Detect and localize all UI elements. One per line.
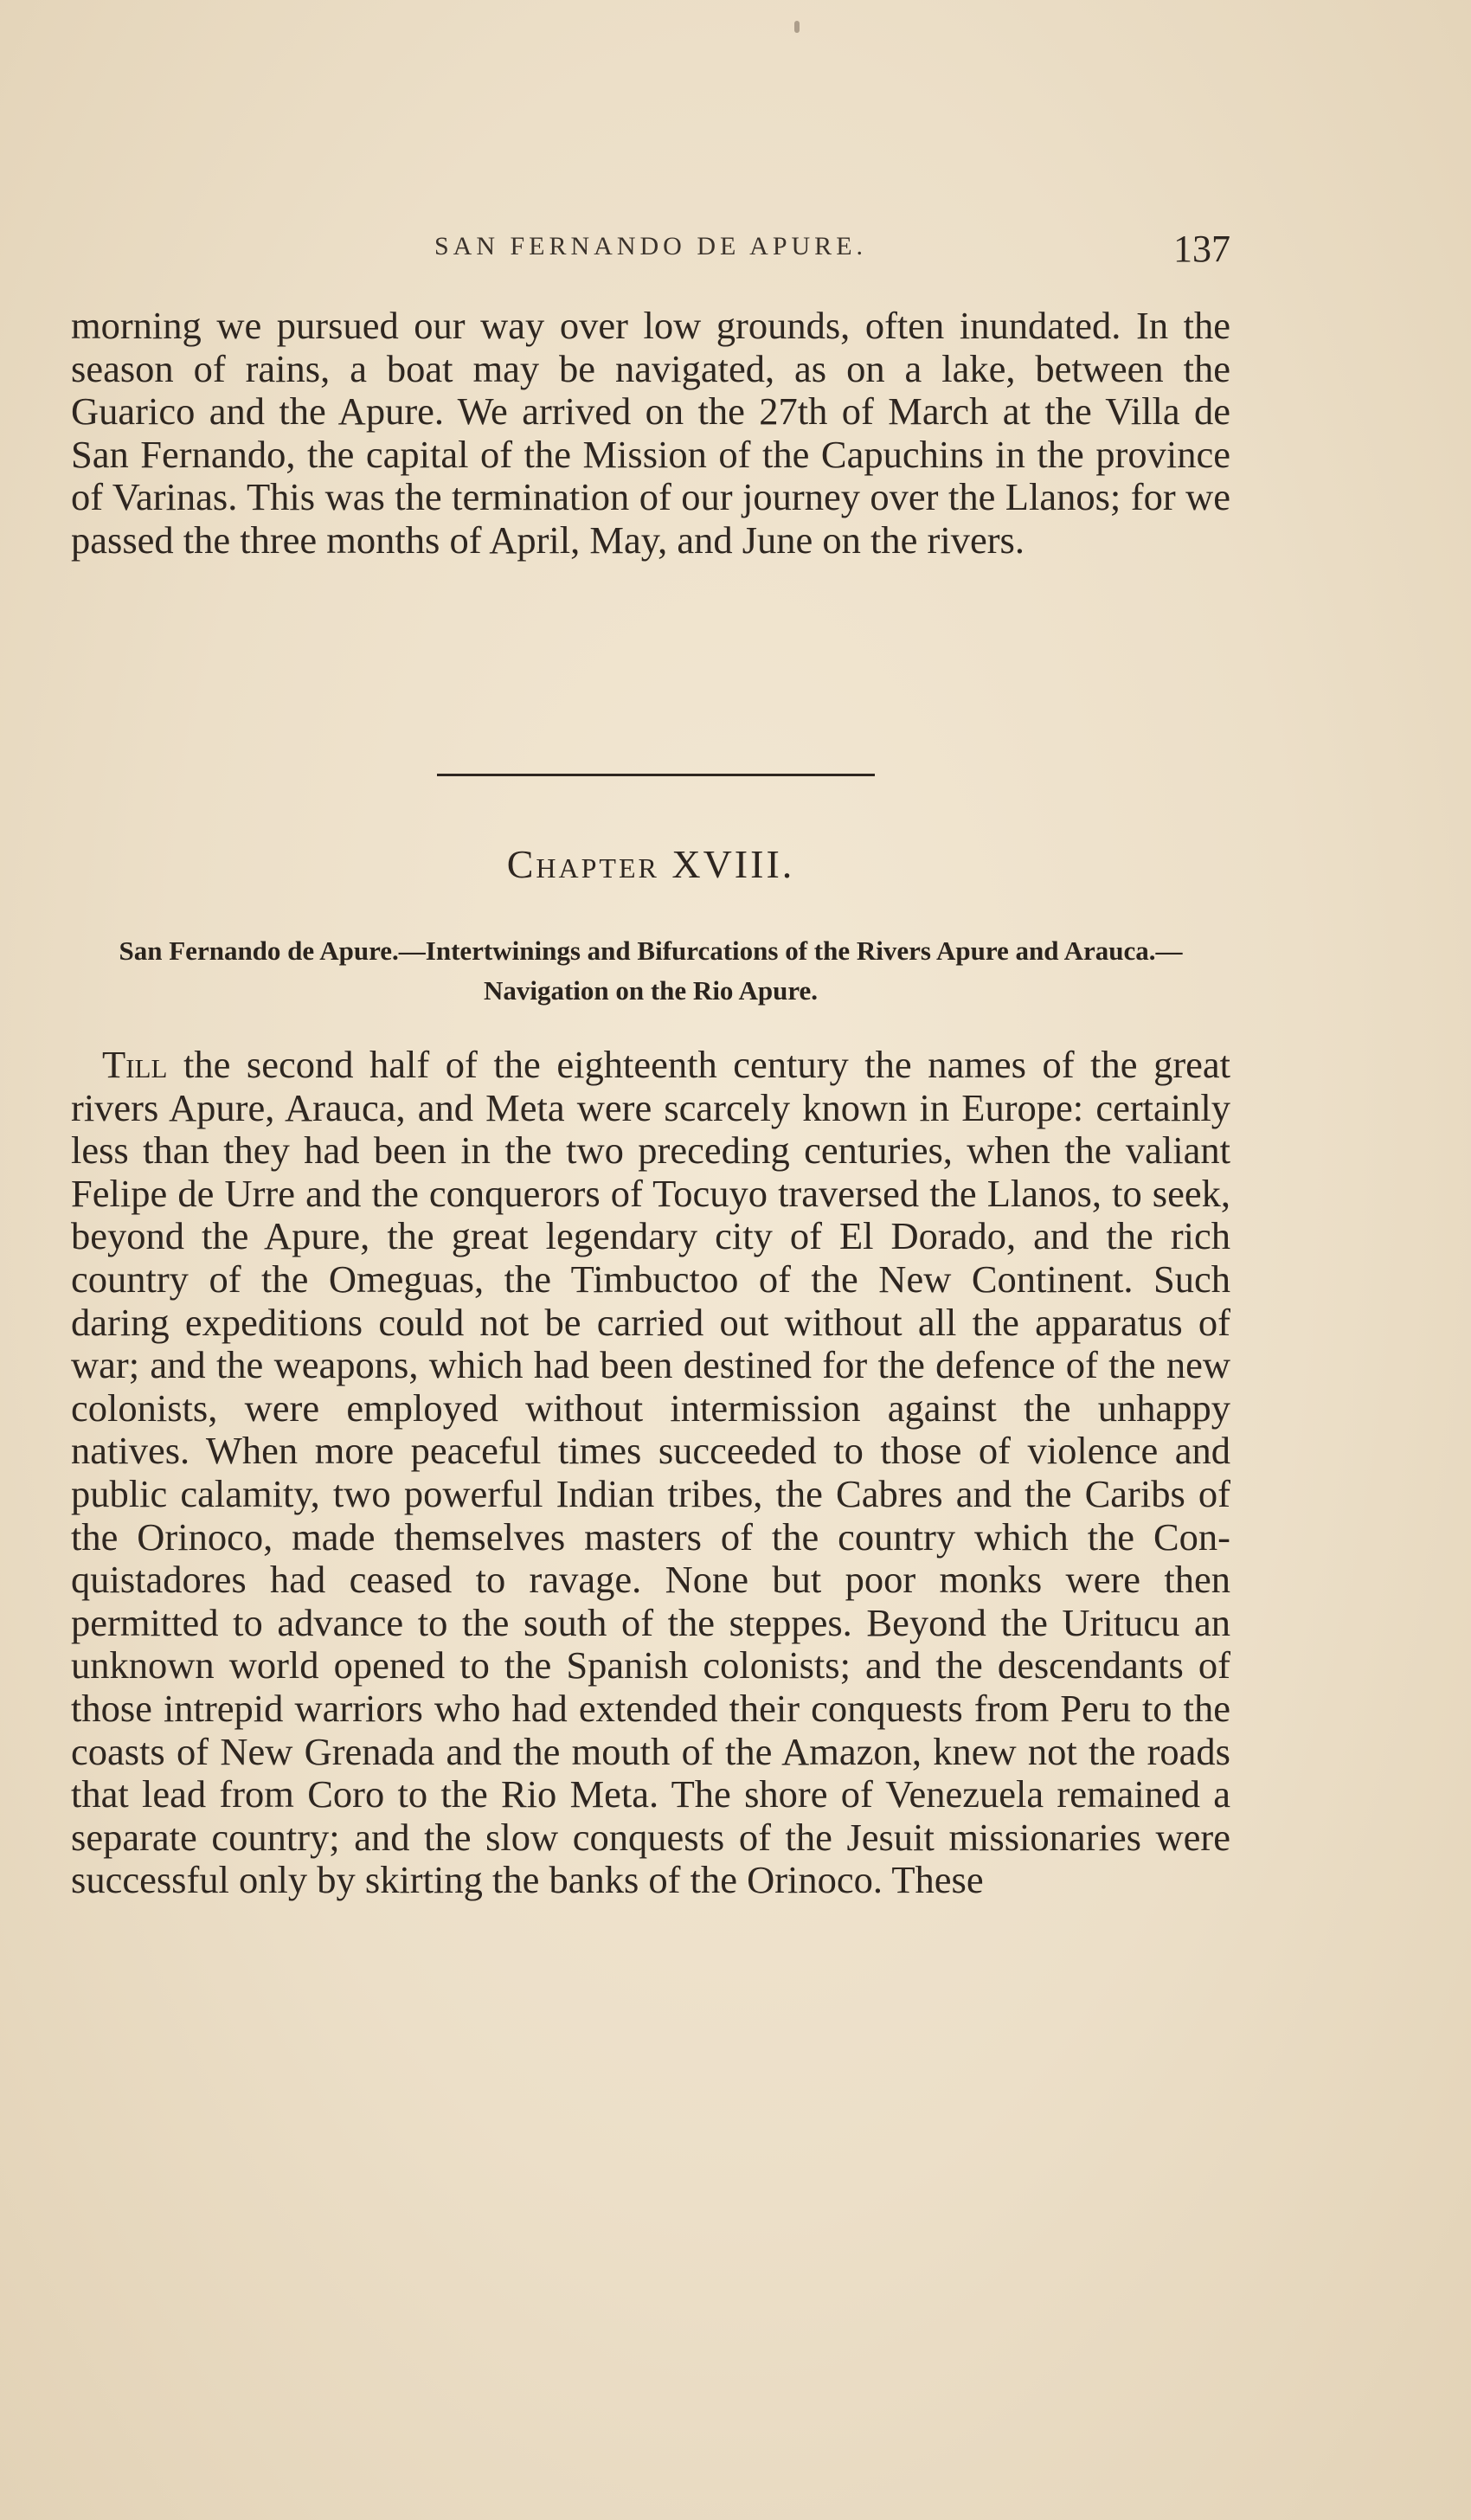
running-head [71, 227, 1230, 279]
chapter-heading: Chapter XVIII. [506, 842, 795, 886]
chapter-first-word: Till [102, 1043, 168, 1086]
page-number: 137 [1173, 228, 1230, 270]
chapter-body-text: the second half of the eighteenth century the names of the great rivers Apure, Arauca, and Meta were scarcely known in Europe: certainly less than they had been in the two preceding centuries, when the valiant Felipe de Urre and the conquerors of Tocuyo traversed the Llanos, to seek, beyond the Apure, the great legendary city of El Dorado, and the rich country of the Omeguas, the Timbuctoo of the New Continent. Such daring expeditions could not be carried out without all the apparatus of war; and the weapons, which had been destined for the defence of the new colonists, were employed without intermission against the unhappy natives. When more peaceful times succeeded to those of violence and public calamity, two powerful Indian tribes, the Cabres and the Caribs of the Orinoco, made themselves masters of the country which the Conquistadores had ceased to ravage. None but poor monks were then permitted to advance to the south of the steppes. Beyond the Uritucu an unknown world opened to the Spanish colonists; and the descendants of those intrepid warriors who had extended their conquests from Peru to the coasts of New Grenada and the mouth of the Amazon, knew not the roads that lead from Coro to the Rio Meta. The shore of Venezuela remained a separate country; and the slow conquests of the Jesuit missionaries were successful only by skirting the banks of the Orinoco. These [71, 1043, 1230, 1902]
chapter-summary: San Fernando de Apure.—Intertwinings and Bifurcations of the Rivers Apure and Arauca.—Navigation on the Rio Apure. [119, 935, 1183, 1006]
running-head-title: SAN FERNANDO DE APURE. [434, 232, 868, 260]
opening-paragraph: morning we pursued our way over low grounds, often inundated. In the season of rains, a boat may be navigated, as on a lake, between the Guarico and the Apure. We arrived on the 27th of March at the Villa de San Fernando, the capital of the Mission of the Capuchins in the province of Varinas. This was the termination of our journey over the Llanos; for we passed the three months of April, May, and June on the rivers. [71, 304, 1230, 562]
section-divider-rule [437, 774, 875, 776]
chapter-body-paragraph [71, 1044, 1230, 1902]
ink-speck [794, 21, 800, 33]
